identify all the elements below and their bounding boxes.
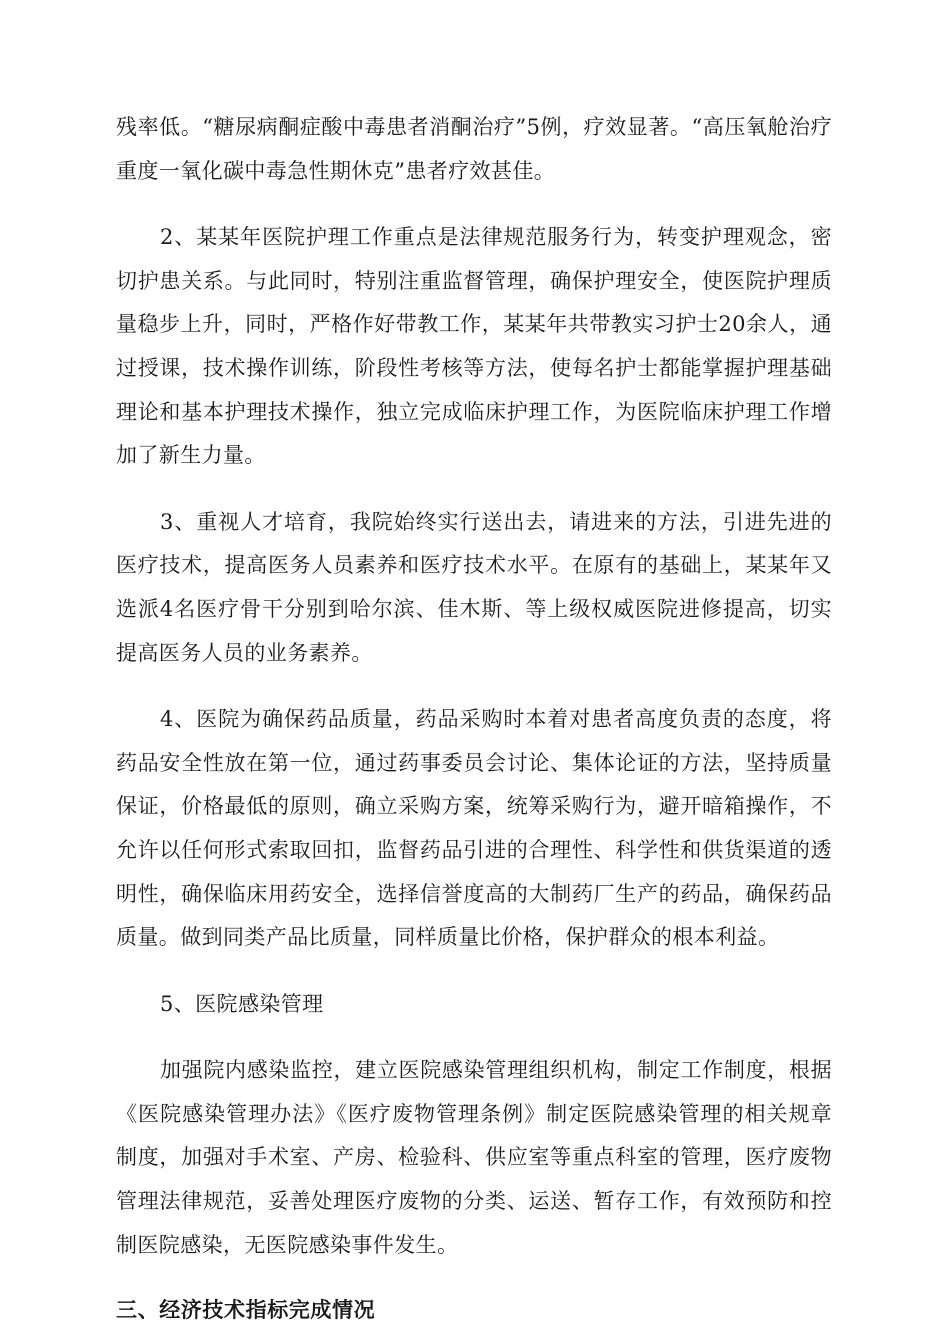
paragraph-infection: 加强院内感染监控，建立医院感染管理组织机构，制定工作制度，根据《医院感染管理办法》《医疗废物管理条例》制定医院感染管理的相关规章制度，加强对手术室、产房、检验科、供应室等重点科室的管理，医疗废物管理法律规范，妥善处理医疗废物的分类、运送、暂存工作，有效预防和控制医院感染，无医院感染事件发生。 bbox=[116, 1058, 832, 1257]
paragraph-drugs: 4、医院为确保药品质量，药品采购时本着对患者高度负责的态度，将药品安全性放在第一位，通过药事委员会讨论、集体论证的方法，坚持质量保证，价格最低的原则，确立采购方案，统筹采购行为，避开暗箱操作，不允许以任何形式索取回扣，监督药品引进的合理性、科学性和供货渠道的透明性，确保临床用药安全，选择信誉度高的大制药厂生产的药品，确保药品质量。做到同类产品比质量，同样质量比价格，保护群众的根本利益。 bbox=[116, 707, 832, 950]
paragraph-talent: 3、重视人才培育，我院始终实行送出去，请进来的方法，引进先进的医疗技术，提高医务人员素养和医疗技术水平。在原有的基础上，某某年又选派4名医疗骨干分别到哈尔滨、佳木斯、等上级权威医院进修提高，切实提高医务人员的业务素养。 bbox=[116, 509, 832, 665]
section-heading: 三、经济技术指标完成情况 bbox=[116, 1298, 376, 1323]
paragraph-nursing: 2、某某年医院护理工作重点是法律规范服务行为，转变护理观念，密切护患关系。与此同时，特别注重监督管理，确保护理安全，使医院护理质量稳步上升，同时，严格作好带教工作，某某年共带教实习护士20余人，通过授课，技术操作训练，阶段性考核等方法，使每名护士都能掌握护理基础理论和基本护理技术操作，独立完成临床护理工作，为医院临床护理工作增加了新生力量。 bbox=[116, 225, 832, 468]
paragraph-infection-title: 5、医院感染管理 bbox=[160, 991, 324, 1016]
document-page bbox=[116, 106, 832, 1333]
paragraph-continuation: 残率低。“糖尿病酮症酸中毒患者消酮治疗”5例，疗效显著。“高压氧舱治疗重度一氧化碳中毒急性期休克”患者疗效甚佳。 bbox=[116, 115, 832, 183]
